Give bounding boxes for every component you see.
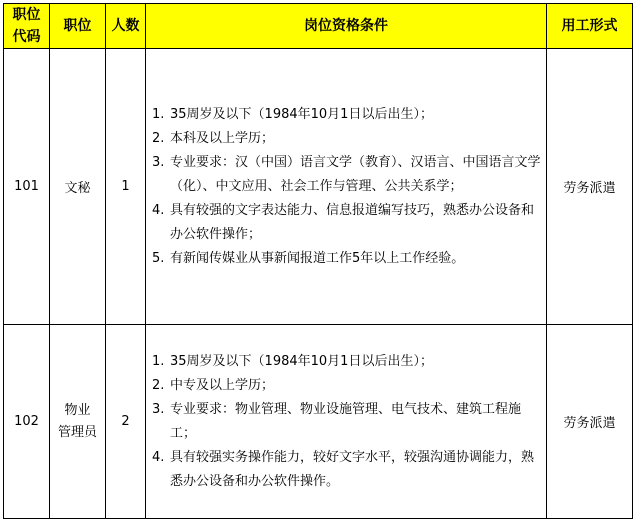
- item-number: 4.: [152, 449, 165, 465]
- cell-code: 102: [4, 325, 50, 519]
- conditions-list: [152, 103, 542, 271]
- cell-employment: 劳务派遣: [547, 325, 633, 519]
- list-item: [152, 398, 542, 446]
- header-position-code: [4, 4, 50, 49]
- item-number: 3.: [152, 154, 165, 170]
- list-item: [152, 350, 542, 374]
- header-row: [4, 4, 633, 49]
- cell-count: 2: [106, 325, 146, 519]
- list-item: [152, 127, 542, 151]
- item-text: 35周岁及以下（1984年10月1日以后出生）；: [170, 353, 433, 369]
- item-text: 具有较强的文字表达能力、信息报道编写技巧，熟悉办公设备和办公软件操作；: [170, 202, 535, 242]
- item-text: 专业要求：汉（中国）语言文学（教育）、汉语言、中国语言文学（化）、中文应用、社会工作与管理、公共关系学；: [170, 154, 541, 194]
- item-number: 1.: [152, 106, 165, 122]
- table-row: [4, 325, 633, 519]
- cell-position: 文秘: [50, 49, 106, 325]
- header-code-line2: 代码: [12, 29, 41, 45]
- cell-conditions: [146, 325, 547, 519]
- item-number: 2.: [152, 130, 165, 146]
- cell-position: [50, 325, 106, 519]
- position-line1: 物业: [64, 402, 91, 418]
- conditions-list: [152, 350, 542, 494]
- item-text: 具有较强实务操作能力，较好文字水平，较强沟通协调能力，熟悉办公设备和办公软件操作。: [170, 449, 535, 489]
- cell-count: 1: [106, 49, 146, 325]
- item-number: 4.: [152, 202, 165, 218]
- item-text: 本科及以上学历；: [170, 130, 275, 146]
- list-item: [152, 103, 542, 127]
- list-item: [152, 374, 542, 398]
- cell-employment: 劳务派遣: [547, 49, 633, 325]
- cell-code: 101: [4, 49, 50, 325]
- item-text: 有新闻传媒业从事新闻报道工作5年以上工作经验。: [170, 250, 465, 266]
- list-item: [152, 151, 542, 199]
- position-line2: 管理员: [57, 424, 97, 440]
- list-item: [152, 199, 542, 247]
- item-number: 5.: [152, 250, 165, 266]
- item-text: 中专及以上学历；: [170, 377, 275, 393]
- header-count: 人数: [106, 4, 146, 49]
- cell-conditions: [146, 49, 547, 325]
- recruitment-table: [3, 3, 633, 519]
- header-conditions: 岗位资格条件: [146, 4, 547, 49]
- table-row: [4, 49, 633, 325]
- item-number: 2.: [152, 377, 165, 393]
- header-position: 职位: [50, 4, 106, 49]
- list-item: [152, 247, 542, 271]
- list-item: [152, 446, 542, 494]
- item-text: 35周岁及以下（1984年10月1日以后出生）；: [170, 106, 433, 122]
- item-number: 1.: [152, 353, 165, 369]
- header-employment: 用工形式: [547, 4, 633, 49]
- header-code-line1: 职位: [12, 7, 41, 23]
- item-text: 专业要求：物业管理、物业设施管理、电气技术、建筑工程施工；: [170, 401, 522, 441]
- item-number: 3.: [152, 401, 165, 417]
